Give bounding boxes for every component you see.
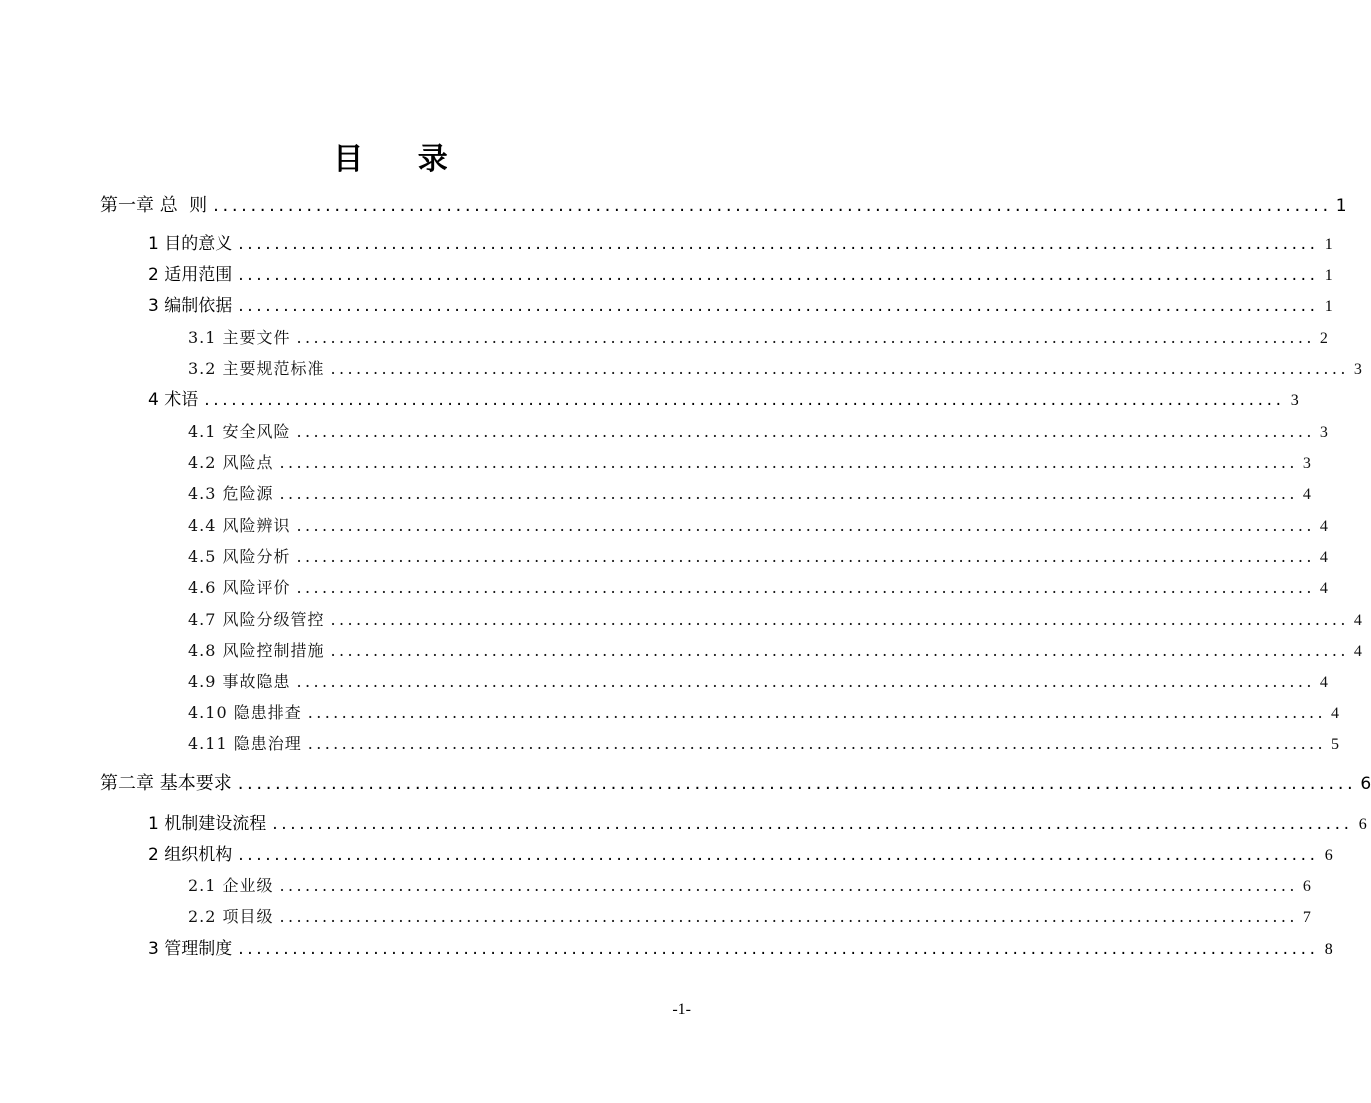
- toc-label: 风险辨识: [216, 516, 291, 535]
- toc-label: 术语: [158, 390, 199, 410]
- toc-page-number: 1: [1324, 298, 1333, 315]
- toc-label: 适用范围: [158, 265, 233, 285]
- toc-entry: [188, 325, 1329, 351]
- toc-number: 4.8: [188, 641, 217, 660]
- toc-label: 基本要求: [154, 773, 232, 794]
- toc-label: 风险分析: [216, 547, 291, 566]
- toc-number: 4.4: [188, 516, 217, 535]
- toc-number: 3.1: [188, 328, 217, 347]
- toc-entry: [188, 513, 1329, 539]
- dot-leader: ........................................................................................................................: [296, 578, 1315, 597]
- toc-page-number: 6: [1360, 774, 1371, 794]
- dot-leader: ........................................................................................................................: [296, 422, 1315, 441]
- toc-number: 2.2: [188, 907, 217, 926]
- dot-leader: ........................................................................................................................: [330, 359, 1349, 378]
- toc-page-number: 1: [1324, 236, 1333, 253]
- toc-page-number: 6: [1324, 847, 1333, 864]
- toc-page-number: 4: [1319, 549, 1329, 566]
- toc-entry: [188, 575, 1329, 601]
- toc-label: 隐患排查: [227, 703, 302, 722]
- toc-number: 4.7: [188, 610, 217, 629]
- toc-page-number: 1: [1335, 196, 1347, 216]
- toc-number: 3.2: [188, 359, 217, 378]
- toc-page-number: 4: [1353, 643, 1363, 660]
- dot-leader: ........................................................................................................................: [237, 773, 1357, 794]
- toc-label: 风险评价: [216, 578, 291, 597]
- toc-entry: [188, 638, 1363, 664]
- dot-leader: ........................................................................................................................: [330, 610, 1349, 629]
- toc-label: 管理制度: [158, 939, 233, 959]
- dot-leader: ........................................................................................................................: [213, 195, 1332, 216]
- toc-label: 隐患治理: [227, 734, 302, 753]
- toc-entry: [148, 842, 1333, 868]
- toc-number: 4.9: [188, 672, 217, 691]
- dot-leader: ........................................................................................................................: [238, 234, 1319, 254]
- toc-entry: [148, 293, 1333, 319]
- toc-label: 主要规范标准: [216, 359, 325, 378]
- toc-page-number: 4: [1319, 674, 1329, 691]
- toc-label: 企业级: [216, 876, 274, 895]
- toc-page-number: 3: [1319, 424, 1329, 441]
- toc-number: 4.2: [188, 453, 217, 472]
- dot-leader: ........................................................................................................................: [296, 516, 1315, 535]
- toc-label: 风险分级管控: [216, 610, 325, 629]
- toc-entry: [188, 450, 1312, 476]
- page-title: 目 录: [333, 142, 470, 177]
- toc-number: 2.1: [188, 876, 217, 895]
- toc-entry: [100, 193, 1347, 219]
- toc-page-number: 2: [1319, 330, 1329, 347]
- toc-page-number: 5: [1331, 736, 1341, 753]
- toc-number: 第二章: [100, 773, 154, 794]
- toc-page-number: 1: [1324, 267, 1333, 284]
- toc-entry: [188, 731, 1341, 757]
- dot-leader: ........................................................................................................................: [279, 876, 1298, 895]
- toc-page-number: 7: [1302, 909, 1312, 926]
- toc-number: 4.5: [188, 547, 217, 566]
- toc-label: 风险控制措施: [216, 641, 325, 660]
- toc-number: 4.11: [188, 734, 228, 753]
- dot-leader: ........................................................................................................................: [279, 907, 1298, 926]
- dot-leader: ........................................................................................................................: [296, 672, 1315, 691]
- toc-entry: [188, 544, 1329, 570]
- dot-leader: ........................................................................................................................: [296, 547, 1315, 566]
- toc-number: 4: [148, 390, 159, 410]
- toc-page-number: 6: [1302, 878, 1312, 895]
- dot-leader: ........................................................................................................................: [272, 814, 1353, 834]
- toc-entry: [188, 419, 1329, 445]
- dot-leader: ........................................................................................................................: [279, 484, 1298, 503]
- toc-label: 风险点: [216, 453, 274, 472]
- toc-page-number: 3: [1353, 361, 1363, 378]
- toc-entry: [188, 607, 1363, 633]
- toc-entry: [148, 231, 1333, 257]
- toc-label: 组织机构: [158, 845, 233, 865]
- toc-entry: [148, 811, 1367, 837]
- toc-entry: [148, 262, 1333, 288]
- toc-number: 3: [148, 939, 159, 959]
- toc-entry: [188, 700, 1341, 726]
- toc-page-number: 3: [1302, 455, 1312, 472]
- toc-number: 4.1: [188, 422, 217, 441]
- toc-entry: [188, 356, 1363, 382]
- toc-number: 4.10: [188, 703, 228, 722]
- toc-page-number: 4: [1353, 612, 1363, 629]
- toc-label: 总 则: [154, 195, 208, 216]
- dot-leader: ........................................................................................................................: [204, 390, 1285, 410]
- toc-entry: [188, 669, 1329, 695]
- toc-label: 目的意义: [158, 234, 233, 254]
- toc-label: 机制建设流程: [158, 814, 267, 834]
- toc-label: 安全风险: [216, 422, 291, 441]
- toc-page-number: 4: [1302, 486, 1312, 503]
- toc-number: 1: [148, 814, 159, 834]
- toc-label: 危险源: [216, 484, 274, 503]
- dot-leader: ........................................................................................................................: [307, 734, 1327, 753]
- toc-number: 4.6: [188, 578, 217, 597]
- dot-leader: ........................................................................................................................: [238, 845, 1319, 865]
- toc-label: 事故隐患: [216, 672, 291, 691]
- toc-page-number: 3: [1290, 392, 1299, 409]
- toc-entry: [100, 771, 1371, 797]
- toc-entry: [148, 936, 1333, 962]
- dot-leader: ........................................................................................................................: [279, 453, 1298, 472]
- dot-leader: ........................................................................................................................: [238, 296, 1319, 316]
- toc-page-number: 4: [1319, 580, 1329, 597]
- toc-page-number: 8: [1324, 941, 1333, 958]
- dot-leader: ........................................................................................................................: [296, 328, 1315, 347]
- toc-number: 2: [148, 845, 159, 865]
- toc-entry: [148, 387, 1299, 413]
- toc-number: 4.3: [188, 484, 217, 503]
- toc-number: 2: [148, 265, 159, 285]
- toc-label: 项目级: [216, 907, 274, 926]
- toc-number: 第一章: [100, 195, 154, 216]
- toc-entry: [188, 873, 1312, 899]
- dot-leader: ........................................................................................................................: [307, 703, 1327, 722]
- dot-leader: ........................................................................................................................: [238, 939, 1319, 959]
- toc-number: 3: [148, 296, 159, 316]
- dot-leader: ........................................................................................................................: [330, 641, 1349, 660]
- page-footer-number: -1-: [672, 1001, 691, 1018]
- toc-page-number: 4: [1319, 518, 1329, 535]
- dot-leader: ........................................................................................................................: [238, 265, 1319, 285]
- toc-entry: [188, 904, 1312, 930]
- toc-page-number: 4: [1331, 705, 1341, 722]
- toc-page-number: 6: [1358, 816, 1367, 833]
- toc-label: 编制依据: [158, 296, 233, 316]
- toc-number: 1: [148, 234, 159, 254]
- toc-entry: [188, 481, 1312, 507]
- toc-label: 主要文件: [216, 328, 291, 347]
